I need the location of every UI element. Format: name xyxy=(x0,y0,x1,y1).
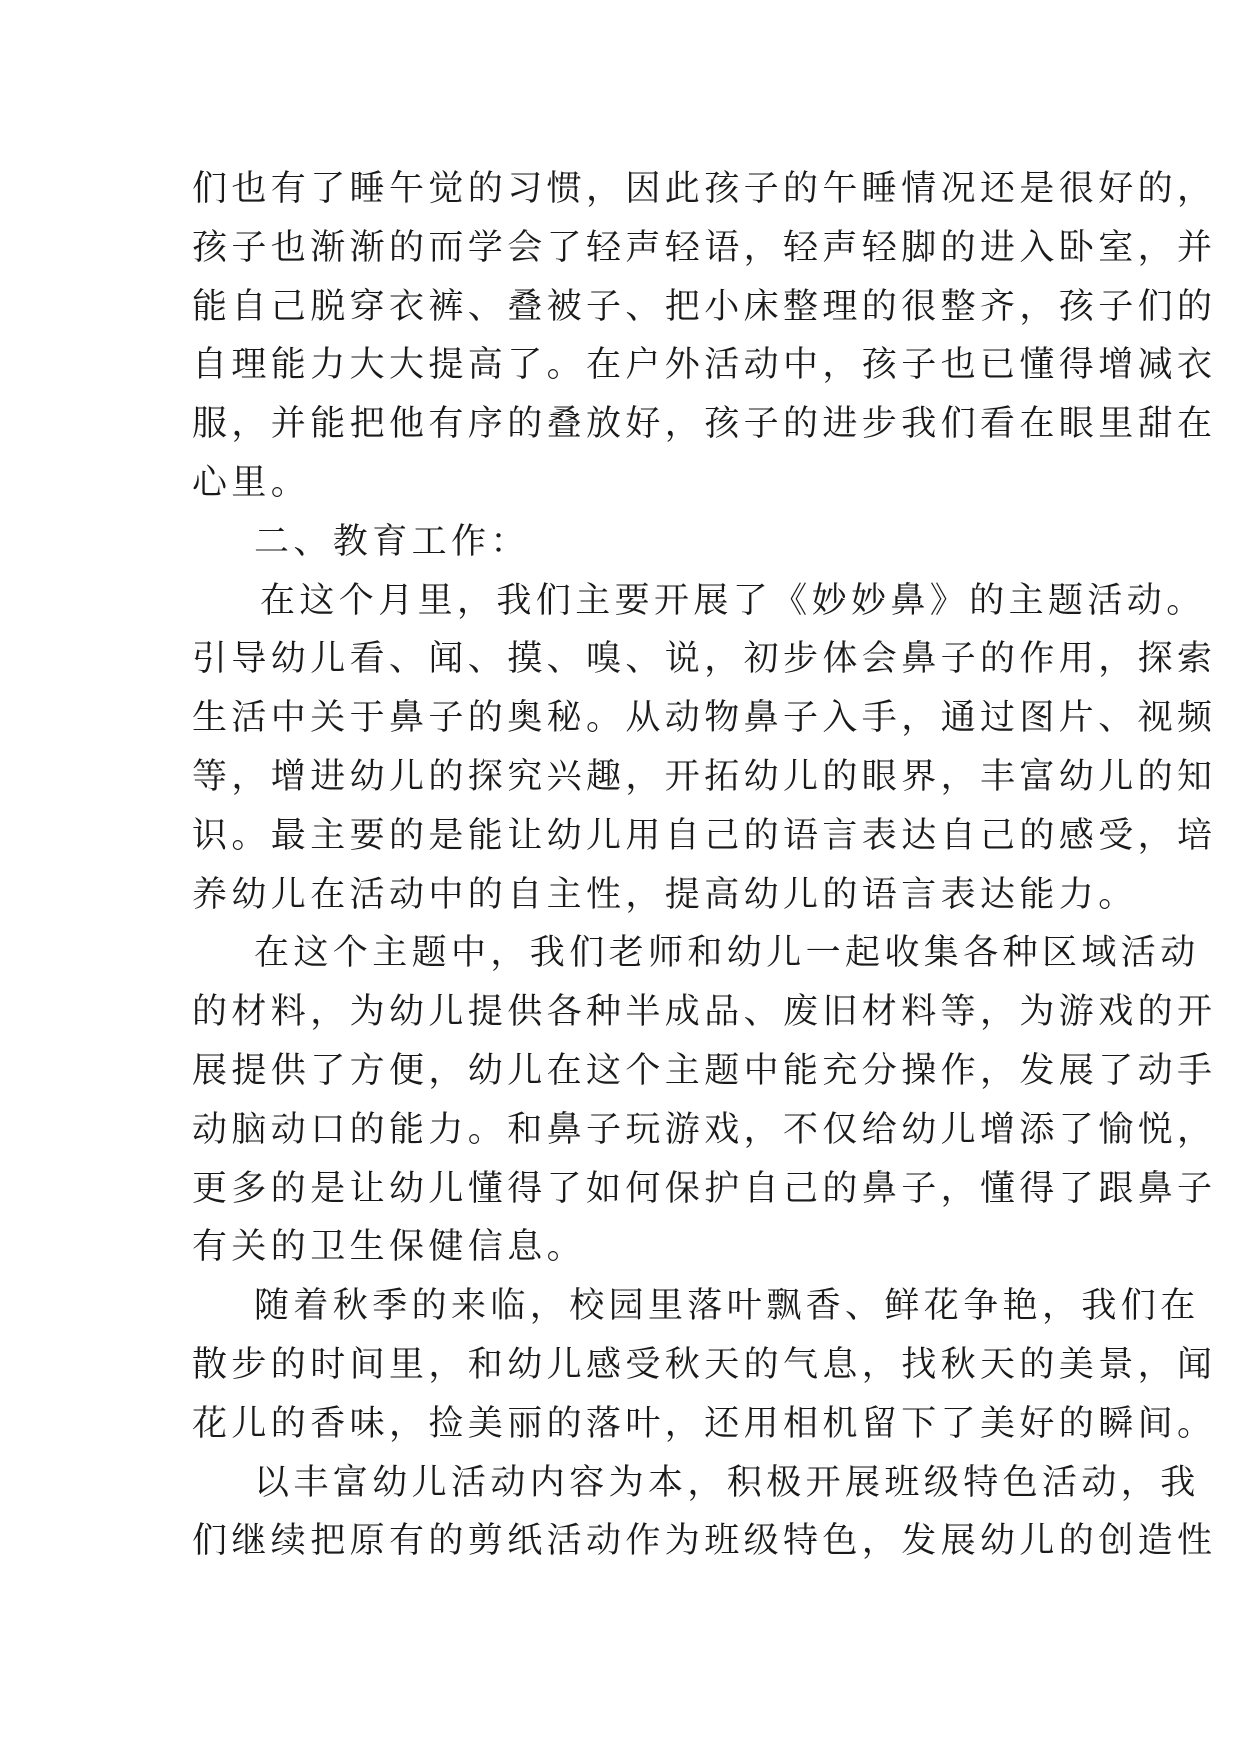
paragraph-autumn xyxy=(192,1277,1217,1453)
text-line: 在这个主题中，我们老师和幼儿一起收集各种区域活动 xyxy=(254,933,1200,974)
text-line: 展提供了方便，幼儿在这个主题中能充分操作，发展了动手 xyxy=(192,1050,1217,1091)
text-line: 们也有了睡午觉的习惯，因此孩子的午睡情况还是很好的， xyxy=(192,169,1217,209)
text-line: 养幼儿在活动中的自主性，提高幼儿的语言表达能力。 xyxy=(192,874,1138,915)
text-line: 的材料，为幼儿提供各种半成品、废旧材料等，为游戏的开 xyxy=(192,992,1217,1033)
text-line: 能自己脱穿衣裤、叠被子、把小床整理的很整齐，孩子们的 xyxy=(192,286,1217,327)
document-body xyxy=(192,160,1217,1571)
text-line: 心里。 xyxy=(192,462,311,503)
text-line: 识。最主要的是能让幼儿用自己的语言表达自己的感受，培 xyxy=(192,815,1217,856)
text-line: 们继续把原有的剪纸活动作为班级特色，发展幼儿的创造性 xyxy=(192,1521,1217,1562)
paragraph-class-features xyxy=(192,1454,1217,1572)
section-heading-education xyxy=(192,513,1072,572)
text-line: 动脑动口的能力。和鼻子玩游戏，不仅给幼儿增添了愉悦， xyxy=(192,1109,1217,1150)
text-line: 更多的是让幼儿懂得了如何保护自己的鼻子，懂得了跟鼻子 xyxy=(192,1168,1217,1209)
paragraph-materials xyxy=(192,924,1217,1277)
paragraph-theme-activity xyxy=(192,572,1217,925)
text-line: 有关的卫生保健信息。 xyxy=(192,1227,587,1268)
heading-text: 二、教育工作： xyxy=(254,521,530,562)
text-line: 花儿的香味，捡美丽的落叶，还用相机留下了美好的瞬间。 xyxy=(192,1403,1217,1444)
text-line: 在这个月里，我们主要开展了《妙妙鼻》的主题活动。 xyxy=(260,580,1206,621)
text-line: 随着秋季的来临，校园里落叶飘香、鲜花争艳，我们在 xyxy=(254,1286,1200,1327)
text-line: 等，增进幼儿的探究兴趣，开拓幼儿的眼界，丰富幼儿的知 xyxy=(192,756,1217,797)
text-line: 引导幼儿看、闻、摸、嗅、说，初步体会鼻子的作用，探索 xyxy=(192,639,1217,680)
text-line: 以丰富幼儿活动内容为本，积极开展班级特色活动，我 xyxy=(254,1462,1200,1503)
text-line: 孩子也渐渐的而学会了轻声轻语，轻声轻脚的进入卧室，并 xyxy=(192,227,1217,268)
paragraph-child-habits xyxy=(192,160,1217,513)
text-line: 散步的时间里，和幼儿感受秋天的气息，找秋天的美景，闻 xyxy=(192,1344,1217,1385)
text-line: 自理能力大大提高了。在户外活动中，孩子也已懂得增减衣 xyxy=(192,345,1217,386)
text-line: 服，并能把他有序的叠放好，孩子的进步我们看在眼里甜在 xyxy=(192,404,1217,445)
text-line: 生活中关于鼻子的奥秘。从动物鼻子入手，通过图片、视频 xyxy=(192,698,1217,739)
